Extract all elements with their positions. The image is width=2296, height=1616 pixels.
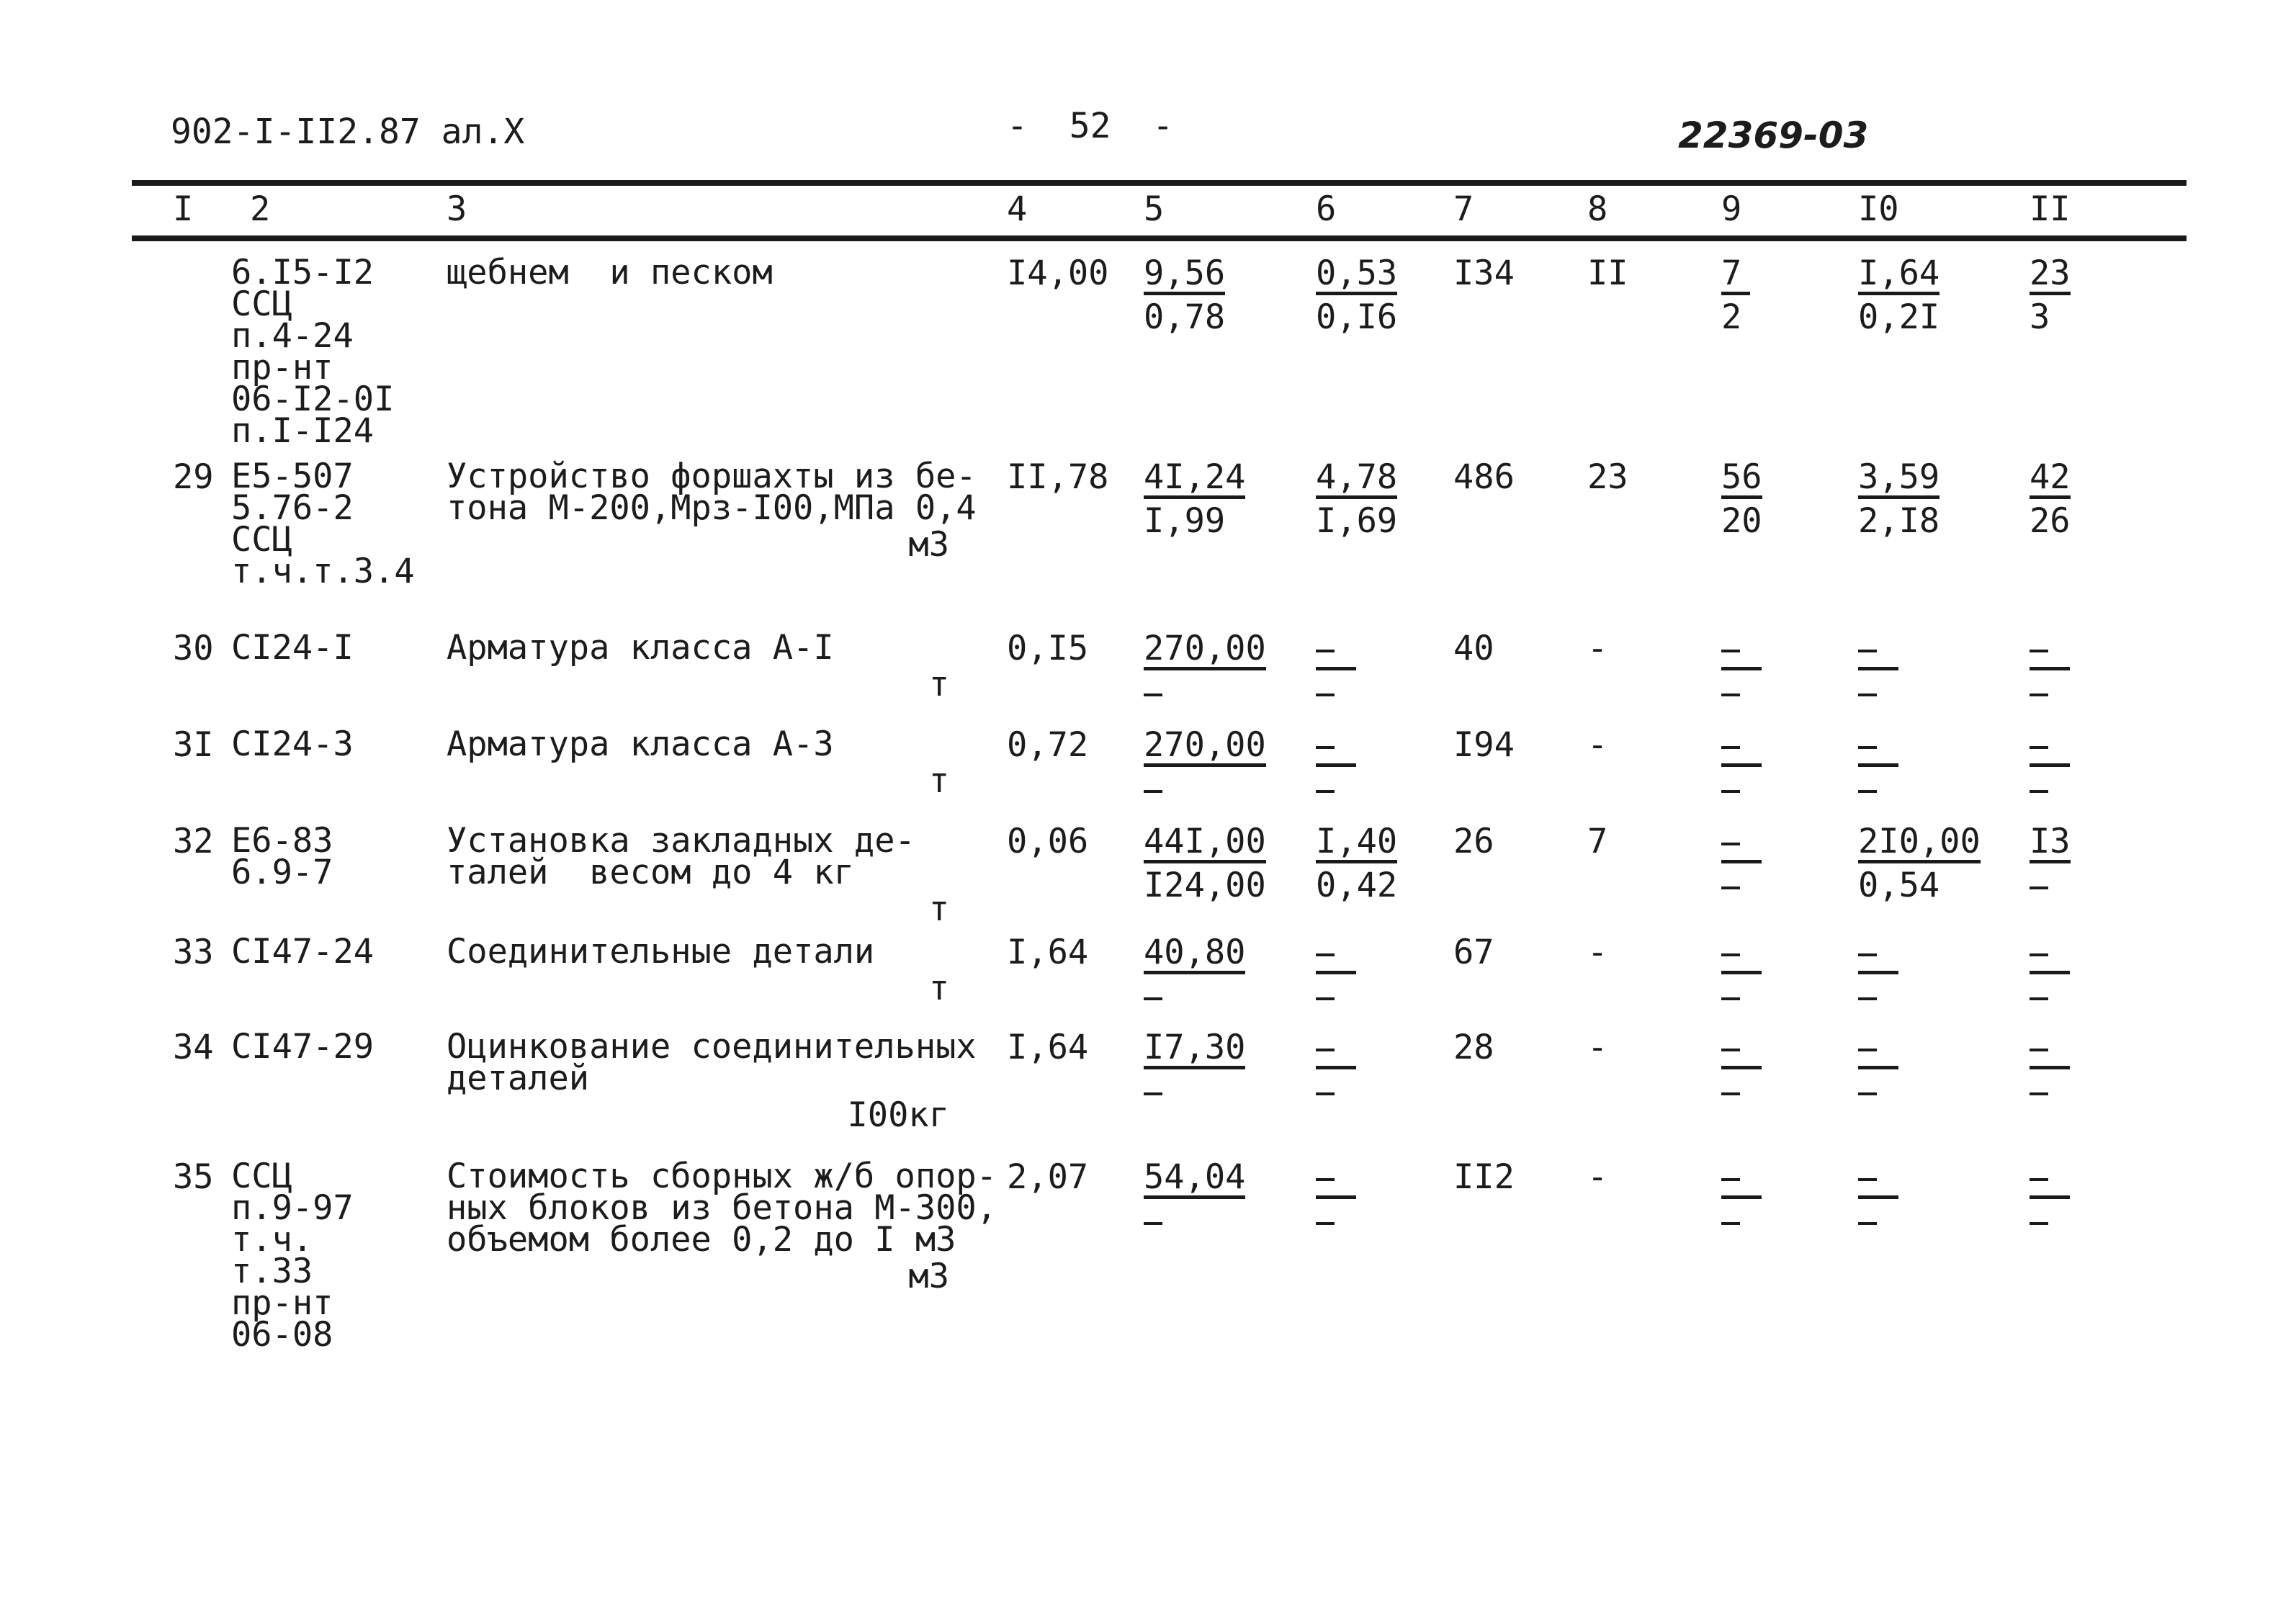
row-33-col9 <box>1721 936 1762 1013</box>
column-header-4: 4 <box>1007 189 1028 229</box>
row-29-col9-top: 56 <box>1721 461 1762 499</box>
row-35-quantity: 2,07 <box>1007 1157 1089 1197</box>
row-34-col9 <box>1721 1031 1762 1108</box>
row-cont-col8: II <box>1587 253 1628 293</box>
row-33-col9-bottom <box>1721 980 1762 1013</box>
row-33-col10-top-dash <box>1858 953 1877 956</box>
row-cont-col5 <box>1144 253 1226 337</box>
row-33-col6-top <box>1316 936 1356 974</box>
row-30-col5-bottom-dash <box>1144 693 1162 696</box>
row-30-description: Арматура класса А-I <box>447 628 834 668</box>
row-33-col9-top <box>1721 936 1762 974</box>
row-32-unit: т <box>928 889 949 929</box>
row-3I-col6-top <box>1316 729 1356 767</box>
row-33-col5 <box>1144 933 1246 1013</box>
row-32-col10 <box>1858 822 1981 905</box>
row-cont-description: щебнем и песком <box>447 253 773 292</box>
row-cont-col9 <box>1721 253 1750 337</box>
row-33-col6 <box>1316 936 1356 1013</box>
row-3I-code: СI24-3 <box>231 724 354 764</box>
row-35-col9-bottom <box>1721 1205 1762 1238</box>
row-32-col7: 26 <box>1453 822 1494 861</box>
row-3I-col11-bottom <box>2030 773 2070 806</box>
row-33-col10-bottom-dash <box>1858 997 1877 1000</box>
row-35-unit: м3 <box>908 1257 949 1296</box>
row-30-col10-bottom-dash <box>1858 693 1877 696</box>
row-34-unit: I00кг <box>847 1095 949 1135</box>
row-34-col5 <box>1144 1028 1246 1108</box>
row-32-col9-top-dash <box>1721 843 1740 845</box>
row-35-col9-top <box>1721 1161 1762 1199</box>
row-cont-col10-top: I,64 <box>1858 257 1940 295</box>
row-3I-col10-bottom-dash <box>1858 790 1877 793</box>
document-code: 902-I-II2.87 ал.X <box>171 112 525 152</box>
row-cont-col10-bottom: 0,2I <box>1858 297 1940 337</box>
row-cont-code: 6.I5-I2 ССЦ п.4-24 пр-нт 06-I2-0I п.I-I24 <box>231 253 395 451</box>
row-35-col6-bottom <box>1316 1205 1356 1238</box>
row-35-description: Стоимость сборных ж/б опор- ных блоков из бетона М-300, объемом более 0,2 до I м3 <box>447 1157 997 1260</box>
row-34-col9-bottom-dash <box>1721 1092 1740 1095</box>
row-cont-col11 <box>2030 253 2071 337</box>
row-34-col8: - <box>1587 1028 1608 1067</box>
row-33-description: Соединительные детали <box>447 932 875 971</box>
row-29-col11-top: 42 <box>2030 461 2071 499</box>
row-35-col10-bottom <box>1858 1205 1898 1238</box>
row-29-col6-bottom: I,69 <box>1316 501 1398 541</box>
row-29-number: 29 <box>173 457 214 497</box>
row-33-col9-top-dash <box>1721 953 1740 956</box>
row-29-col5-top: 4I,24 <box>1144 461 1245 499</box>
row-29-col10-bottom: 2,I8 <box>1858 501 1940 541</box>
row-3I-col11-top-dash <box>2030 746 2048 749</box>
row-32-col6-top: I,40 <box>1316 825 1397 863</box>
row-3I-col9-top-dash <box>1721 746 1740 749</box>
row-30-unit: т <box>928 665 949 704</box>
row-34-description: Оцинкование соединительных деталей <box>447 1027 977 1098</box>
row-30-col6-top <box>1316 632 1356 670</box>
page-number: - 52 - <box>1007 106 1174 146</box>
row-3I-col5-top: 270,00 <box>1144 729 1266 767</box>
row-35-col5-bottom <box>1144 1205 1245 1238</box>
row-35-col11-top-dash <box>2030 1178 2048 1181</box>
row-3I-col5-bottom <box>1144 773 1266 806</box>
row-35-code: ССЦ п.9-97 т.ч. т.33 пр-нт 06-08 <box>231 1157 354 1355</box>
row-cont-col9-bottom: 2 <box>1721 297 1742 337</box>
row-30-col11-bottom <box>2030 676 2070 709</box>
row-35-col11 <box>2030 1161 2070 1238</box>
column-header-2: 2 <box>250 189 271 229</box>
row-35-col10-top <box>1858 1161 1898 1199</box>
row-32-col5-bottom: I24,00 <box>1144 866 1266 905</box>
row-cont-col9-top: 7 <box>1721 257 1750 295</box>
row-29-col10 <box>1858 457 1940 541</box>
row-32-number: 32 <box>173 822 214 861</box>
row-cont-col6 <box>1316 253 1398 337</box>
row-30-code: СI24-I <box>231 628 354 668</box>
row-30-quantity: 0,I5 <box>1007 629 1089 668</box>
row-33-number: 33 <box>173 933 214 972</box>
column-header-3: 3 <box>447 189 467 229</box>
row-35-col11-top <box>2030 1161 2070 1199</box>
row-32-col5 <box>1144 822 1266 905</box>
row-30-col10-top-dash <box>1858 650 1877 652</box>
row-35-col8: - <box>1587 1157 1608 1197</box>
row-32-col8: 7 <box>1587 822 1608 861</box>
row-30-col6 <box>1316 632 1356 709</box>
row-33-unit: т <box>928 969 949 1008</box>
row-30-col11-top-dash <box>2030 650 2048 652</box>
row-29-col9-bottom: 20 <box>1721 501 1762 541</box>
row-35-col6-bottom-dash <box>1316 1222 1335 1225</box>
row-3I-col9-top <box>1721 729 1762 767</box>
row-cont-col11-bottom: 3 <box>2030 297 2050 337</box>
column-header-9: 9 <box>1721 189 1742 229</box>
row-32-col9-bottom-dash <box>1721 886 1740 889</box>
column-header-11: II <box>2030 189 2071 229</box>
row-30-col6-bottom <box>1316 676 1356 709</box>
row-33-col11 <box>2030 936 2070 1013</box>
row-3I-col10-top-dash <box>1858 746 1877 749</box>
column-header-7: 7 <box>1453 189 1474 229</box>
row-3I-col11 <box>2030 729 2070 806</box>
row-29-col10-top: 3,59 <box>1858 461 1940 499</box>
row-35-number: 35 <box>173 1157 214 1197</box>
row-34-col10-top <box>1858 1031 1898 1069</box>
row-34-code: СI47-29 <box>231 1027 375 1067</box>
row-34-col11-bottom-dash <box>2030 1092 2048 1095</box>
row-35-col9-top-dash <box>1721 1178 1740 1181</box>
row-33-col10-top <box>1858 936 1898 974</box>
column-header-6: 6 <box>1316 189 1337 229</box>
row-34-col11 <box>2030 1031 2070 1108</box>
row-33-col9-bottom-dash <box>1721 997 1740 1000</box>
row-34-quantity: I,64 <box>1007 1028 1089 1067</box>
row-29-col11 <box>2030 457 2071 541</box>
row-cont-quantity: I4,00 <box>1007 253 1109 293</box>
row-30-col10 <box>1858 632 1898 709</box>
row-32-col10-top: 2I0,00 <box>1858 825 1981 863</box>
row-30-col9 <box>1721 632 1762 709</box>
row-34-col6 <box>1316 1031 1356 1108</box>
row-30-col11 <box>2030 632 2070 709</box>
row-30-col6-top-dash <box>1316 650 1335 652</box>
row-cont-col7: I34 <box>1453 253 1515 293</box>
table-top-rule <box>132 180 2187 186</box>
row-35-col11-bottom-dash <box>2030 1222 2048 1225</box>
row-34-col5-top: I7,30 <box>1144 1031 1245 1069</box>
row-34-col5-bottom <box>1144 1075 1245 1108</box>
row-30-col7: 40 <box>1453 629 1494 668</box>
row-32-col11 <box>2030 822 2071 902</box>
row-32-col11-top: I3 <box>2030 825 2071 863</box>
row-cont-col6-top: 0,53 <box>1316 257 1397 295</box>
row-34-number: 34 <box>173 1028 214 1067</box>
row-34-col6-top <box>1316 1031 1356 1069</box>
row-34-col6-bottom <box>1316 1075 1356 1108</box>
row-3I-quantity: 0,72 <box>1007 725 1089 765</box>
row-3I-col11-bottom-dash <box>2030 790 2048 793</box>
row-32-col6-bottom: 0,42 <box>1316 866 1398 905</box>
row-29-code: Е5-507 5.76-2 ССЦ т.ч.т.3.4 <box>231 457 415 591</box>
row-34-col6-bottom-dash <box>1316 1092 1335 1095</box>
row-34-col10-top-dash <box>1858 1049 1877 1051</box>
row-30-col5 <box>1144 629 1266 709</box>
row-30-col11-top <box>2030 632 2070 670</box>
row-29-unit: м3 <box>908 525 949 565</box>
row-30-col6-bottom-dash <box>1316 693 1335 696</box>
row-32-col9-bottom <box>1721 869 1762 902</box>
row-29-quantity: II,78 <box>1007 457 1109 497</box>
row-30-col5-bottom <box>1144 676 1266 709</box>
row-3I-number: 3I <box>173 725 214 765</box>
row-29-col6 <box>1316 457 1398 541</box>
row-3I-description: Арматура класса А-3 <box>447 724 834 764</box>
row-3I-col6 <box>1316 729 1356 806</box>
column-header-10: I0 <box>1858 189 1899 229</box>
row-3I-col9-bottom-dash <box>1721 790 1740 793</box>
row-35-col5-bottom-dash <box>1144 1222 1162 1225</box>
row-33-col6-bottom <box>1316 980 1356 1013</box>
row-35-col10-bottom-dash <box>1858 1222 1877 1225</box>
row-33-col11-top <box>2030 936 2070 974</box>
row-3I-col8: - <box>1587 725 1608 765</box>
row-34-col9-top-dash <box>1721 1049 1740 1051</box>
row-32-col11-bottom-dash <box>2030 886 2048 889</box>
row-35-col6-top <box>1316 1161 1356 1199</box>
row-35-col6-top-dash <box>1316 1178 1335 1181</box>
row-3I-col10-bottom <box>1858 773 1898 806</box>
row-3I-col5-bottom-dash <box>1144 790 1162 793</box>
row-3I-col7: I94 <box>1453 725 1515 765</box>
row-3I-col9 <box>1721 729 1762 806</box>
column-header-5: 5 <box>1144 189 1165 229</box>
row-34-col11-top <box>2030 1031 2070 1069</box>
row-cont-col5-top: 9,56 <box>1144 257 1225 295</box>
row-33-col7: 67 <box>1453 933 1494 972</box>
row-33-col5-bottom <box>1144 980 1245 1013</box>
row-30-col9-top <box>1721 632 1762 670</box>
row-33-col5-bottom-dash <box>1144 997 1162 1000</box>
row-29-col6-top: 4,78 <box>1316 461 1397 499</box>
row-32-code: Е6-83 6.9-7 <box>231 821 333 892</box>
row-35-col5 <box>1144 1157 1246 1238</box>
row-30-col9-top-dash <box>1721 650 1740 652</box>
row-3I-col10-top <box>1858 729 1898 767</box>
row-3I-col6-bottom <box>1316 773 1356 806</box>
row-cont-col5-bottom: 0,78 <box>1144 297 1226 337</box>
row-34-col7: 28 <box>1453 1028 1494 1067</box>
row-34-col10-bottom-dash <box>1858 1092 1877 1095</box>
row-32-col5-top: 44I,00 <box>1144 825 1266 863</box>
row-35-col10 <box>1858 1161 1898 1238</box>
row-30-col11-bottom-dash <box>2030 693 2048 696</box>
row-30-number: 30 <box>173 629 214 668</box>
row-35-col10-top-dash <box>1858 1178 1877 1181</box>
row-33-col10 <box>1858 936 1898 1013</box>
row-30-col10-bottom <box>1858 676 1898 709</box>
row-cont-col6-bottom: 0,I6 <box>1316 297 1398 337</box>
row-32-col10-bottom: 0,54 <box>1858 866 1940 905</box>
row-33-col10-bottom <box>1858 980 1898 1013</box>
row-29-description: Устройство форшахты из бе- тона М-200,Мрз-I00,МПа 0,4 <box>447 457 977 528</box>
row-32-description: Установка закладных де- талей весом до 4 кг <box>447 821 915 892</box>
row-30-col9-bottom-dash <box>1721 693 1740 696</box>
row-32-quantity: 0,06 <box>1007 822 1089 861</box>
row-29-col8: 23 <box>1587 457 1628 497</box>
row-35-col9-bottom-dash <box>1721 1222 1740 1225</box>
column-header-8: 8 <box>1587 189 1608 229</box>
row-33-quantity: I,64 <box>1007 933 1089 972</box>
row-3I-col10 <box>1858 729 1898 806</box>
row-29-col5 <box>1144 457 1246 541</box>
row-34-col11-top-dash <box>2030 1049 2048 1051</box>
row-34-col6-top-dash <box>1316 1049 1335 1051</box>
row-cont-col11-top: 23 <box>2030 257 2071 295</box>
row-3I-col9-bottom <box>1721 773 1762 806</box>
row-34-col9-top <box>1721 1031 1762 1069</box>
row-34-col5-bottom-dash <box>1144 1092 1162 1095</box>
row-33-col8: - <box>1587 933 1608 972</box>
row-30-col8: - <box>1587 629 1608 668</box>
row-3I-unit: т <box>928 761 949 801</box>
row-33-col11-bottom-dash <box>2030 997 2048 1000</box>
row-30-col5-top: 270,00 <box>1144 632 1266 670</box>
row-3I-col11-top <box>2030 729 2070 767</box>
row-34-col10-bottom <box>1858 1075 1898 1108</box>
row-33-code: СI47-24 <box>231 932 375 971</box>
row-34-col11-bottom <box>2030 1075 2070 1108</box>
row-29-col11-bottom: 26 <box>2030 501 2071 541</box>
row-3I-col5 <box>1144 725 1266 806</box>
row-30-col9-bottom <box>1721 676 1762 709</box>
row-29-col5-bottom: I,99 <box>1144 501 1226 541</box>
row-32-col9-top <box>1721 825 1762 863</box>
row-33-col11-bottom <box>2030 980 2070 1013</box>
row-32-col11-bottom <box>2030 869 2071 902</box>
row-33-col11-top-dash <box>2030 953 2048 956</box>
row-29-col7: 486 <box>1453 457 1515 497</box>
row-3I-col6-top-dash <box>1316 746 1335 749</box>
row-35-col6 <box>1316 1161 1356 1238</box>
row-33-col6-bottom-dash <box>1316 997 1335 1000</box>
row-32-col9 <box>1721 825 1762 902</box>
row-32-col6 <box>1316 822 1398 905</box>
row-33-col6-top-dash <box>1316 953 1335 956</box>
column-header-1: I <box>173 189 194 229</box>
row-35-col7: II2 <box>1453 1157 1515 1197</box>
row-30-col10-top <box>1858 632 1898 670</box>
row-cont-col10 <box>1858 253 1940 337</box>
row-3I-col6-bottom-dash <box>1316 790 1335 793</box>
row-29-col9 <box>1721 457 1762 541</box>
archive-number: 22369-03 <box>1678 115 1869 156</box>
row-35-col9 <box>1721 1161 1762 1238</box>
row-35-col11-bottom <box>2030 1205 2070 1238</box>
row-34-col10 <box>1858 1031 1898 1108</box>
row-33-col5-top: 40,80 <box>1144 936 1245 974</box>
row-35-col5-top: 54,04 <box>1144 1161 1245 1199</box>
header-bottom-rule <box>132 235 2187 241</box>
row-34-col9-bottom <box>1721 1075 1762 1108</box>
